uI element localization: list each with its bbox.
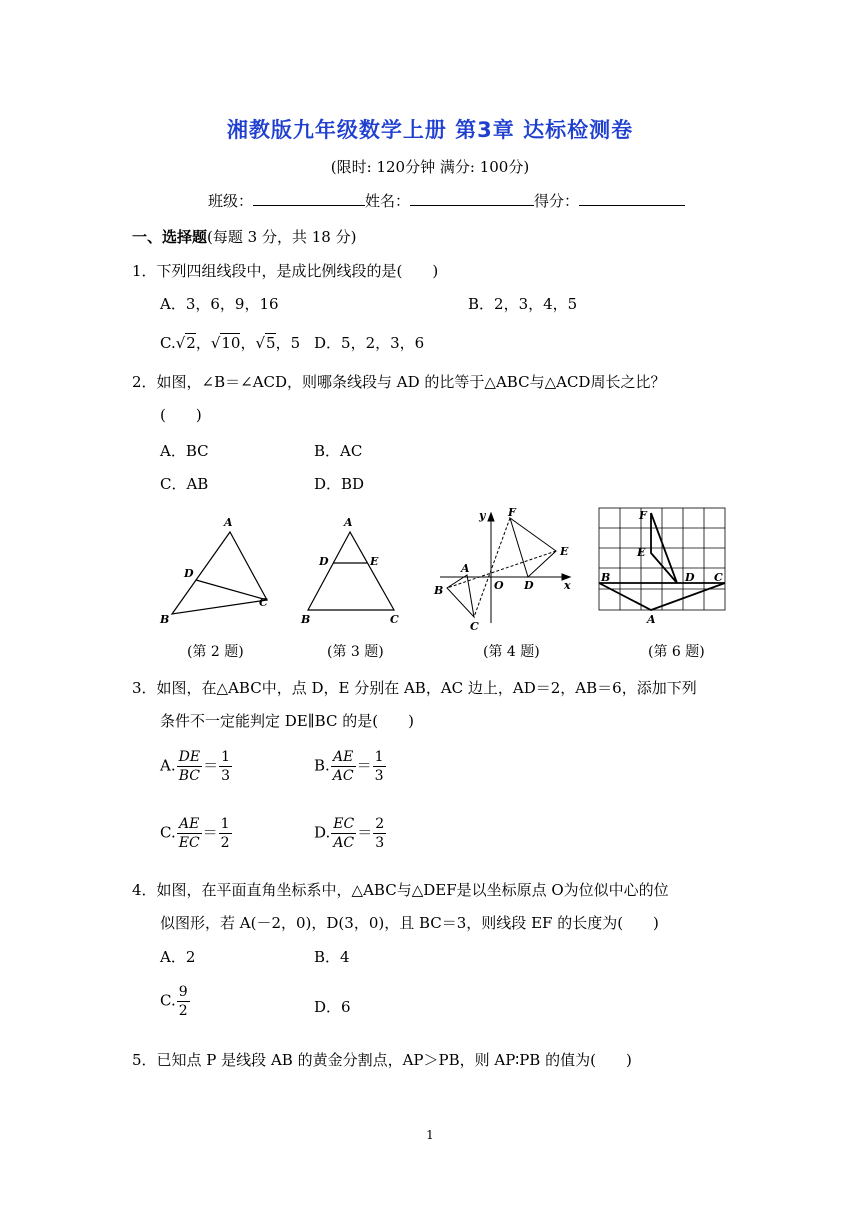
question-4-line1: 4．如图，在平面直角坐标系中，△ABC与△DEF是以坐标原点 O为位似中心的位 xyxy=(132,881,669,899)
caption-q6: (第 6 题) xyxy=(648,644,705,660)
f4-label-f: F xyxy=(508,506,516,519)
q1-option-d[interactable]: D．5，2，3，6 xyxy=(314,334,425,352)
question-4-line2: 似图形，若 A(－2，0)，D(3，0)，且 BC＝3，则线段 EF 的长度为( ) xyxy=(160,914,659,932)
caption-q2: (第 2 题) xyxy=(187,644,244,660)
student-info-line xyxy=(208,190,685,211)
f2-label-c: C xyxy=(259,596,268,609)
q3-a-ratio: $\frac{1}{3}$ xyxy=(221,749,230,784)
question-2: 2．如图，∠B＝∠ACD，则哪条线段与 AD 的比等于△ABC与△ACD周长之比？ xyxy=(132,373,666,391)
q3-a-prefix: A. xyxy=(160,756,176,775)
f4-label-b: B xyxy=(434,584,444,597)
f6-label-e: E xyxy=(637,546,646,559)
q3-option-a[interactable]: A. $\frac{DE}{BC}$ ＝ $\frac{1}{3}$ xyxy=(160,749,230,784)
f4-label-c: C xyxy=(470,620,479,633)
f2-label-b: B xyxy=(160,613,170,626)
q3-b-ratio: $\frac{1}{3}$ xyxy=(374,749,384,784)
q1-c-prefix: C. xyxy=(160,334,176,352)
f6-label-c: C xyxy=(714,571,723,584)
question-3-line1: 3．如图，在△ABC中，点 D，E 分别在 AB，AC 边上，AD＝2，AB＝6，添加下列 xyxy=(132,679,697,697)
q2-option-c[interactable]: C．AB xyxy=(160,475,209,493)
section-note: (每题 3 分，共 18 分) xyxy=(207,228,357,246)
f6-label-a: A xyxy=(647,613,656,626)
f3-label-e: E xyxy=(370,555,379,568)
q3-d-prefix: D. xyxy=(314,823,331,842)
section-title: 一、选择题 xyxy=(132,228,208,246)
f4-label-y: y xyxy=(479,509,486,522)
f3-label-d: D xyxy=(319,555,329,568)
caption-q3: (第 3 题) xyxy=(327,644,384,660)
q3-option-b[interactable]: B. $\frac{AE}{AC}$ ＝ $\frac{1}{3}$ xyxy=(314,749,384,784)
q1-option-b[interactable]: B．2，3，4，5 xyxy=(468,295,578,313)
figure-q4 xyxy=(440,513,570,623)
question-3-line2: 条件不一定能判定 DE∥BC 的是( ) xyxy=(160,712,414,730)
name-blank[interactable] xyxy=(410,191,534,206)
q1-c-root1: 2 xyxy=(186,334,196,352)
q2-option-b[interactable]: B．AC xyxy=(314,442,363,460)
question-5: 5．已知点 P 是线段 AB 的黄金分割点，AP＞PB，则 AP∶PB 的值为( ) xyxy=(132,1051,632,1069)
figures-row xyxy=(150,505,750,635)
q4-option-d[interactable]: D．6 xyxy=(314,998,351,1016)
score-blank[interactable] xyxy=(579,191,685,206)
q1-option-a[interactable]: A．3，6，9，16 xyxy=(160,295,279,313)
q4-option-c[interactable] xyxy=(160,983,191,1020)
class-blank[interactable] xyxy=(253,191,365,206)
q3-c-prefix: C. xyxy=(160,823,176,842)
f4-label-o: O xyxy=(494,579,504,592)
q2-option-d[interactable]: D．BD xyxy=(314,475,365,493)
f4-label-e: E xyxy=(560,545,569,558)
class-label: 班级： xyxy=(208,192,254,210)
q4-c-prefix: C. xyxy=(160,991,176,1010)
f4-label-d: D xyxy=(524,579,534,592)
q3-d-ratio: $\frac{2}{3}$ xyxy=(375,816,385,851)
q3-b-prefix: B. xyxy=(314,756,330,775)
f3-label-c: C xyxy=(390,613,399,626)
q4-option-a[interactable]: A．2 xyxy=(160,948,196,966)
score-label: 得分： xyxy=(534,192,580,210)
time-score-limit: (限时: 120分钟 满分: 100分) xyxy=(330,158,530,176)
question-2-paren: ( ) xyxy=(160,406,202,424)
q2-option-a[interactable]: A．BC xyxy=(160,442,209,460)
q3-a-fraction: $\frac{DE}{BC}$ xyxy=(178,749,201,784)
f3-label-b: B xyxy=(301,613,311,626)
q1-c-root3: 5 xyxy=(266,334,276,352)
page-title: 湘教版九年级数学上册 第3章 达标检测卷 xyxy=(226,118,634,142)
q3-b-fraction: $\frac{AE}{AC}$ xyxy=(332,749,354,784)
figure-q6 xyxy=(599,508,725,610)
q3-d-fraction: $\frac{EC}{AC}$ xyxy=(333,816,355,851)
q1-c-root2: 10 xyxy=(221,334,241,352)
name-label: 姓名： xyxy=(365,192,411,210)
q1-option-c[interactable]: C.√2，√10，√5，5 xyxy=(160,334,301,352)
q3-option-d[interactable]: D. $\frac{EC}{AC}$ ＝ $\frac{2}{3}$ xyxy=(314,816,385,851)
question-1: 1．下列四组线段中，是成比例线段的是( ) xyxy=(132,262,439,280)
f6-label-b: B xyxy=(601,571,611,584)
caption-q4: (第 4 题) xyxy=(483,644,540,660)
q3-c-fraction: $\frac{AE}{EC}$ xyxy=(178,816,200,851)
q1-c-tail: 5 xyxy=(290,334,301,352)
f6-label-f: F xyxy=(639,509,647,522)
f6-label-d: D xyxy=(685,571,695,584)
section-heading xyxy=(132,226,356,247)
q3-option-c[interactable]: C. $\frac{AE}{EC}$ ＝ $\frac{1}{2}$ xyxy=(160,816,230,851)
f4-label-x: x xyxy=(564,579,571,592)
q4-c-fraction: $\frac{9}{2}$ xyxy=(178,984,188,1019)
figure-q3 xyxy=(308,532,394,610)
q4-option-b[interactable]: B．4 xyxy=(314,948,350,966)
f2-label-a: A xyxy=(224,516,233,529)
f4-label-a: A xyxy=(461,562,470,575)
q3-c-ratio: $\frac{1}{2}$ xyxy=(220,816,230,851)
page-number: 1 xyxy=(426,1128,434,1142)
f3-label-a: A xyxy=(344,516,353,529)
f2-label-d: D xyxy=(184,567,194,580)
